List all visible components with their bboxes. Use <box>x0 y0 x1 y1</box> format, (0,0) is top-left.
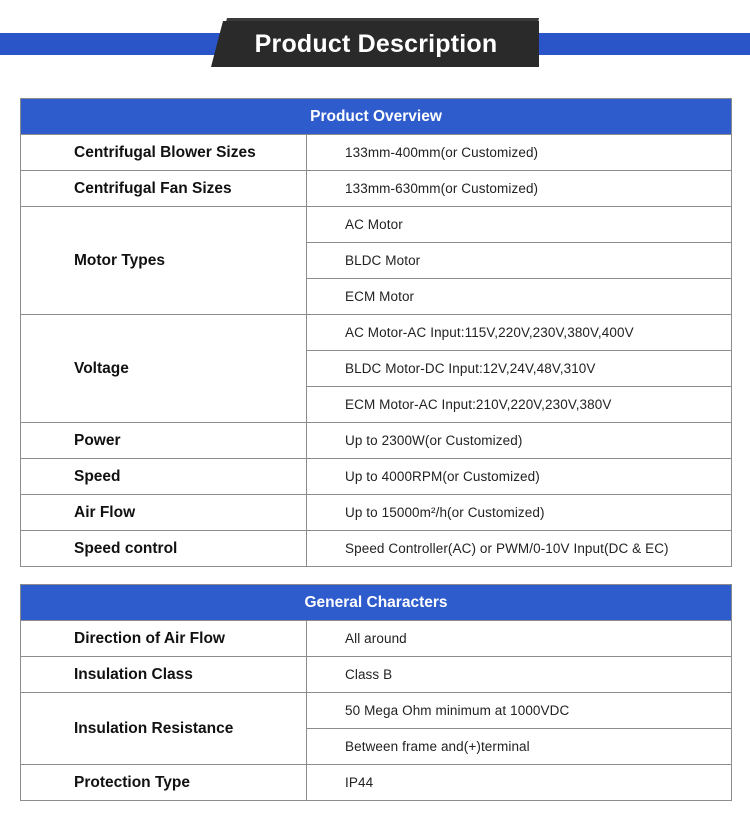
row-label-blower-sizes: Centrifugal Blower Sizes <box>21 135 307 171</box>
table-row <box>21 657 732 693</box>
table-row <box>21 531 732 567</box>
row-value-voltage: ECM Motor-AC Input:210V,220V,230V,380V <box>307 387 732 423</box>
row-value-speed-control: Speed Controller(AC) or PWM/0-10V Input(DC & EC) <box>307 531 732 567</box>
row-label-power: Power <box>21 423 307 459</box>
row-value-fan-sizes: 133mm-630mm(or Customized) <box>307 171 732 207</box>
row-label-speed-control: Speed control <box>21 531 307 567</box>
row-label-motor-types: Motor Types <box>21 207 307 315</box>
table-header-overview: Product Overview <box>21 99 732 135</box>
row-value-speed: Up to 4000RPM(or Customized) <box>307 459 732 495</box>
table-row <box>21 459 732 495</box>
page-title: Product Description <box>254 29 498 58</box>
table-header-general: General Characters <box>21 585 732 621</box>
header-banner <box>0 0 750 90</box>
table-row <box>21 621 732 657</box>
row-value-voltage: AC Motor-AC Input:115V,220V,230V,380V,400V <box>307 315 732 351</box>
row-value-insulation-class: Class B <box>307 657 732 693</box>
row-label-air-flow: Air Flow <box>21 495 307 531</box>
row-label-voltage: Voltage <box>21 315 307 423</box>
row-value-power: Up to 2300W(or Customized) <box>307 423 732 459</box>
table-row <box>21 765 732 801</box>
row-value-direction: All around <box>307 621 732 657</box>
table-row <box>21 315 732 351</box>
row-value-insulation-resistance: Between frame and(+)terminal <box>307 729 732 765</box>
row-value-air-flow: Up to 15000m²/h(or Customized) <box>307 495 732 531</box>
row-label-fan-sizes: Centrifugal Fan Sizes <box>21 171 307 207</box>
general-characters-table <box>20 584 732 801</box>
table-row <box>21 495 732 531</box>
row-value-blower-sizes: 133mm-400mm(or Customized) <box>307 135 732 171</box>
table-row <box>21 423 732 459</box>
row-value-protection: IP44 <box>307 765 732 801</box>
product-overview-table <box>20 98 732 567</box>
row-label-speed: Speed <box>21 459 307 495</box>
row-label-insulation-resistance: Insulation Resistance <box>21 693 307 765</box>
row-value-motor-type: AC Motor <box>307 207 732 243</box>
table-row <box>21 171 732 207</box>
row-value-motor-type: BLDC Motor <box>307 243 732 279</box>
table-row <box>21 135 732 171</box>
row-label-insulation-class: Insulation Class <box>21 657 307 693</box>
table-row <box>21 693 732 729</box>
row-value-motor-type: ECM Motor <box>307 279 732 315</box>
row-value-insulation-resistance: 50 Mega Ohm minimum at 1000VDC <box>307 693 732 729</box>
table-row <box>21 207 732 243</box>
row-value-voltage: BLDC Motor-DC Input:12V,24V,48V,310V <box>307 351 732 387</box>
row-label-protection: Protection Type <box>21 765 307 801</box>
row-label-direction: Direction of Air Flow <box>21 621 307 657</box>
